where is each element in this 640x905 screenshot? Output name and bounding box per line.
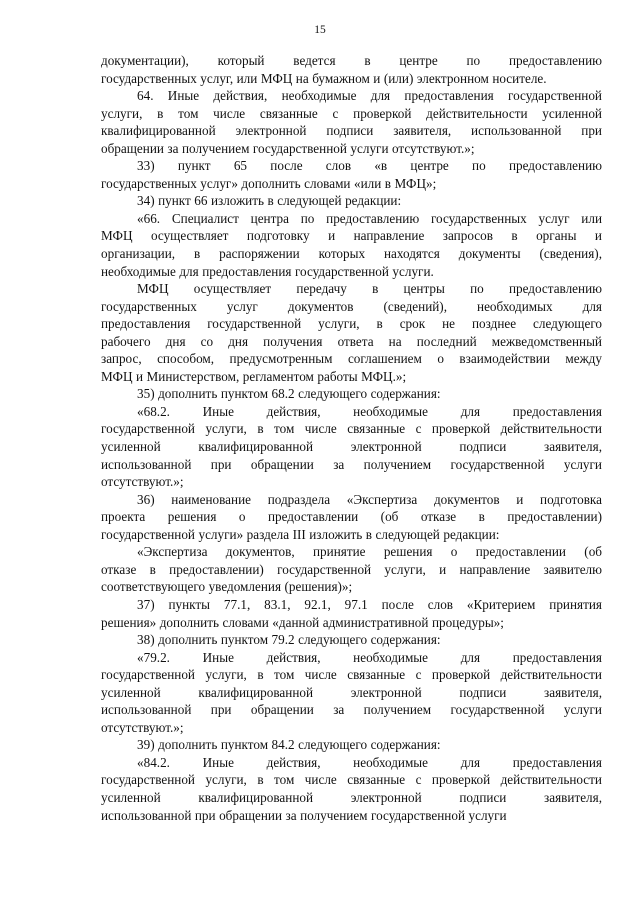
paragraph [101, 631, 602, 649]
text-line: рабочего дня со дня получения ответа на последний межведомственный [101, 333, 602, 349]
text-line: МФЦ и Министерством, регламентом работы МФЦ.»; [101, 368, 407, 384]
text-line: МФЦ осуществляет передачу в центры по предоставлению [137, 281, 602, 297]
paragraph [101, 192, 602, 210]
paragraph [101, 385, 602, 403]
paragraph [101, 280, 602, 385]
text-line: запрос, способом, предусмотренным соглашением о взаимодействии между [101, 351, 602, 367]
document-body [101, 0, 602, 824]
paragraph [101, 157, 602, 192]
text-line: предоставления государственной услуги, в срок не позднее следующего [101, 316, 602, 332]
text-line: отсутствуют.»; [101, 719, 184, 735]
text-line: квалифицированной электронной подписи заявителя, использованной при [101, 123, 602, 139]
text-line: «66. Специалист центра по предоставлению государственных услуг или [137, 210, 602, 226]
text-line: государственной услуги, в том числе связанные с проверкой действительности [101, 421, 602, 437]
text-line: 36) наименование подраздела «Экспертиза документов и подготовка [137, 491, 602, 507]
text-line: документации), который ведется в центре по предоставлению [101, 53, 602, 68]
text-line: организации, в распоряжении которых находятся документы (сведения), [101, 246, 602, 262]
text-line: «84.2. Иные действия, необходимые для предоставления [137, 754, 602, 770]
text-line: обращении за получением государственной услуги отсутствуют.»; [101, 140, 475, 156]
text-line: использованной при обращении за получением государственной услуги [101, 807, 507, 823]
text-line: решения» дополнить словами «данной административной процедуры»; [101, 614, 504, 630]
text-line: государственных услуг» дополнить словами «или в МФЦ»; [101, 175, 437, 191]
paragraph [101, 543, 602, 596]
text-line: использованной при обращении за получением государственной услуги [101, 456, 602, 472]
text-line: МФЦ осуществляет подготовку и направление запросов в органы и [101, 228, 602, 244]
text-line: 34) пункт 66 изложить в следующей редакции: [137, 193, 402, 209]
text-line: усиленной квалифицированной электронной подписи заявителя, [101, 684, 602, 700]
text-line: 33) пункт 65 после слов «в центре по предоставлению [137, 158, 602, 174]
text-line: соответствующего уведомления (решения)»; [101, 579, 353, 595]
text-line: использованной при обращении за получением государственной услуги [101, 702, 602, 718]
paragraph [101, 52, 602, 87]
text-line: 37) пункты 77.1, 83.1, 92.1, 97.1 после слов «Критерием принятия [137, 596, 602, 612]
text-line: «Экспертиза документов, принятие решения о предоставлении (об [137, 544, 602, 560]
text-line: государственной услуги, в том числе связанные с проверкой действительности [101, 772, 602, 788]
paragraph [101, 491, 602, 544]
text-line: отсутствуют.»; [101, 474, 184, 490]
text-line: государственных услуг, или МФЦ на бумажном и (или) электронном носителе. [101, 70, 547, 86]
paragraph [101, 87, 602, 157]
text-line: 39) дополнить пунктом 84.2 следующего содержания: [137, 737, 441, 753]
text-line: услуги, в том числе связанные с проверкой действительности усиленной [101, 105, 602, 121]
text-line: 64. Иные действия, необходимые для предоставления государственной [137, 88, 602, 104]
paragraph [101, 736, 602, 754]
text-line: усиленной квалифицированной электронной подписи заявителя, [101, 789, 602, 805]
text-line: 38) дополнить пунктом 79.2 следующего содержания: [137, 632, 441, 648]
paragraph [101, 210, 602, 280]
paragraph [101, 754, 602, 824]
text-line: усиленной квалифицированной электронной подписи заявителя, [101, 439, 602, 455]
text-line: «68.2. Иные действия, необходимые для предоставления [137, 403, 602, 419]
text-line: проекта решения о предоставлении (об отказе в предоставлении) [101, 509, 602, 525]
paragraph [101, 403, 602, 491]
paragraph [101, 596, 602, 631]
text-line: государственной услуги, в том числе связанные с проверкой действительности [101, 667, 602, 683]
text-line: необходимые для предоставления государственной услуги. [101, 263, 434, 279]
page-number: 15 [314, 24, 326, 36]
paragraph [101, 649, 602, 737]
text-line: «79.2. Иные действия, необходимые для предоставления [137, 649, 602, 665]
text-line: 35) дополнить пунктом 68.2 следующего содержания: [137, 386, 441, 402]
text-line: государственных услуг документов (сведений), необходимых для [101, 298, 602, 314]
text-line: отказе в предоставлении) государственной услуги, и направление заявителю [101, 561, 602, 577]
text-line: государственной услуги» раздела III изложить в следующей редакции: [101, 526, 500, 542]
